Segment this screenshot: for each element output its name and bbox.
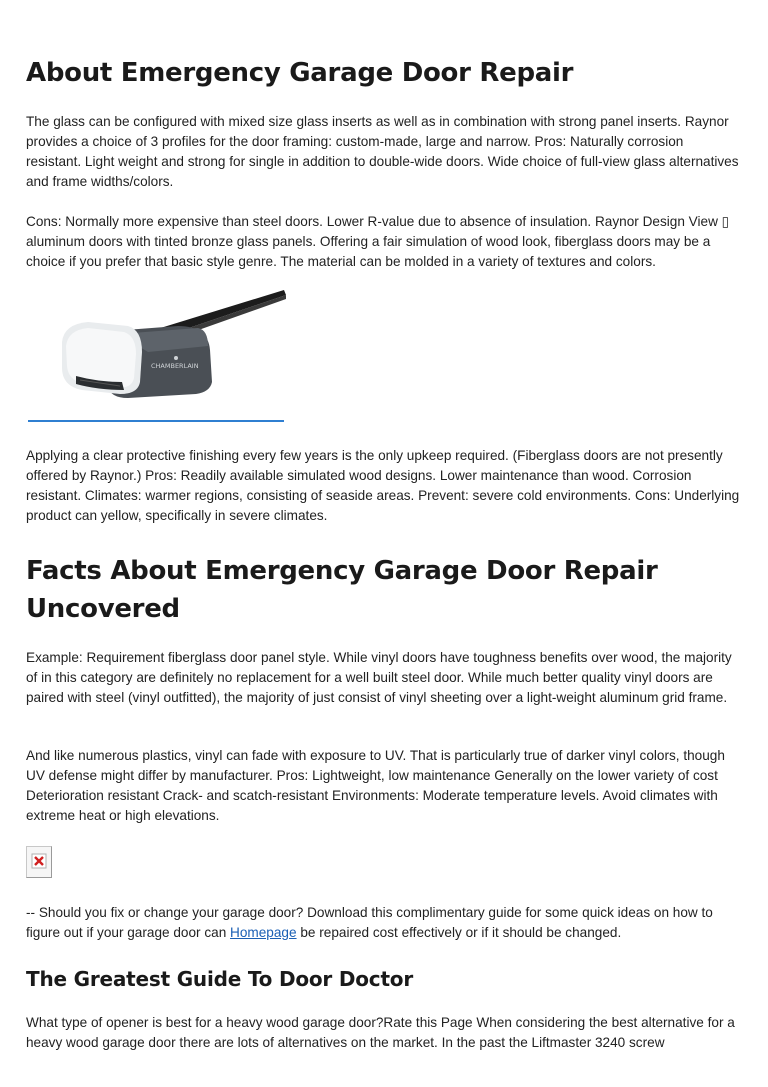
paragraph-fix-or-change	[26, 903, 742, 943]
section-heading-door-doctor: The Greatest Guide To Door Doctor	[26, 967, 414, 991]
homepage-link[interactable]: Homepage	[230, 925, 297, 940]
paragraph-fiberglass-style: Example: Requirement fiberglass door panel style. While vinyl doors have toughness benefits over wood, the majority of in this category are definitely no replacement for a well built steel door. While much better quality vinyl doors are paired with steel (vinyl outfitted), the majority of just consist of vinyl sheeting over a light-weight aluminum grid frame.	[26, 650, 732, 705]
paragraph-cons-steel: Cons: Normally more expensive than steel doors. Lower R-value due to absence of insulation. Raynor Design View ▯ aluminum doors with tinted bronze glass panels. Offering a fair simulation of wood look, fiberglass doors may be a choice if you prefer that basic style genre. The material can be molded in a variety of textures and colors.	[26, 214, 730, 269]
brand-label: CHAMBERLAIN	[151, 362, 199, 370]
broken-image-icon	[26, 846, 52, 878]
paragraph-glass-inserts: The glass can be configured with mixed size glass inserts as well as in combination with strong panel inserts. Raynor provides a choice of 3 profiles for the door framing: custom-made, large and narrow. Pros: Naturally corrosion resistant. Light weight and strong for single in addition to double-wide doors. Wide choice of full-view glass alternatives and frame widths/colors.	[26, 114, 739, 189]
garage-opener-image	[58, 290, 286, 402]
heading-line-1: Facts About Emergency Garage Door Repair	[26, 556, 658, 586]
paragraph-opener-type: What type of opener is best for a heavy wood garage door?Rate this Page When considering the best alternative for a heavy wood garage door there are lots of alternatives on the market. In the past the Liftmaster 3240 screw	[26, 1015, 735, 1050]
paragraph-text-before: -- Should you fix or change your garage door? Download this complimentary guide for some quick ideas on how to figure out if your garage door can	[26, 905, 713, 940]
image-caption-rule	[28, 420, 284, 422]
heading-line-2: Uncovered	[26, 594, 180, 624]
paragraph-protective-finishing: Applying a clear protective finishing every few years is the only upkeep required. (Fiberglass doors are not presently offered by Raynor.) Pros: Readily available simulated wood designs. Lower maintenance than wood. Corrosion resistant. Climates: warmer regions, consisting of seaside areas. Prevent: severe cold environments. Cons: Underlying product can yellow, specifically in severe climates.	[26, 448, 740, 523]
section-heading-facts	[26, 552, 658, 628]
paragraph-text-after: be repaired cost effectively or if it should be changed.	[296, 925, 622, 940]
paragraph-vinyl-plastics: And like numerous plastics, vinyl can fade with exposure to UV. That is particularly true of darker vinyl colors, though UV defense might differ by manufacturer. Pros: Lightweight, low maintenance Generally on the lower variety of cost Deterioration resistant Crack- and scatch-resistant Environments: Moderate temperature levels. Avoid climates with extreme heat or high elevations.	[26, 748, 725, 823]
section-heading-about: About Emergency Garage Door Repair	[26, 58, 574, 88]
